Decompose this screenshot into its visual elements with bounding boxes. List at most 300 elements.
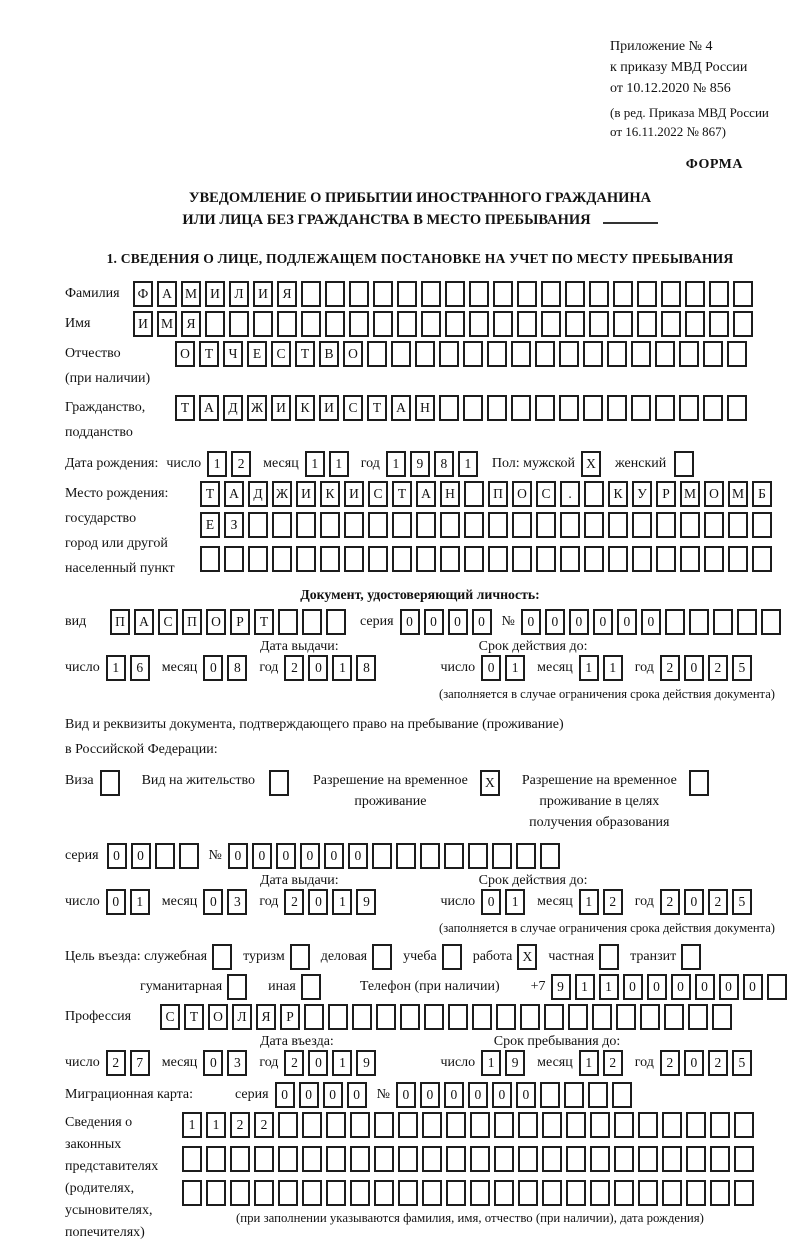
char-cell[interactable]: 0 (521, 609, 541, 635)
char-cell[interactable]: А (134, 609, 154, 635)
char-cell[interactable] (614, 1112, 634, 1138)
char-cell[interactable]: Т (200, 481, 220, 507)
char-cell[interactable]: О (343, 341, 363, 367)
char-cell[interactable]: И (133, 311, 153, 337)
char-cell[interactable] (325, 281, 345, 307)
char-cell[interactable] (470, 1146, 490, 1172)
char-cell[interactable] (440, 546, 460, 572)
char-cell[interactable]: И (319, 395, 339, 421)
char-cell[interactable] (326, 1180, 346, 1206)
char-cell[interactable]: Н (440, 481, 460, 507)
char-cell[interactable]: А (199, 395, 219, 421)
char-cell[interactable]: 0 (308, 889, 328, 915)
char-cell[interactable]: 8 (434, 451, 454, 477)
char-cell[interactable] (464, 512, 484, 538)
char-cell[interactable]: 2 (230, 1112, 250, 1138)
char-cell[interactable] (517, 281, 537, 307)
char-cell[interactable] (344, 546, 364, 572)
char-cell[interactable] (304, 1004, 324, 1030)
char-cell[interactable] (703, 395, 723, 421)
char-cell[interactable]: 9 (356, 1050, 376, 1076)
char-cell[interactable]: М (157, 311, 177, 337)
char-cell[interactable] (560, 512, 580, 538)
char-cell[interactable]: 1 (505, 889, 525, 915)
char-cell[interactable] (564, 1082, 584, 1108)
char-cell[interactable] (632, 546, 652, 572)
char-cell[interactable] (272, 546, 292, 572)
char-cell[interactable] (518, 1112, 538, 1138)
char-cell[interactable]: 3 (227, 889, 247, 915)
char-cell[interactable]: Н (415, 395, 435, 421)
char-cell[interactable] (493, 281, 513, 307)
char-cell[interactable] (230, 1180, 250, 1206)
char-cell[interactable] (352, 1004, 372, 1030)
char-cell[interactable] (679, 395, 699, 421)
char-cell[interactable] (229, 311, 249, 337)
char-cell[interactable] (470, 1180, 490, 1206)
char-cell[interactable] (608, 546, 628, 572)
char-cell[interactable]: Р (230, 609, 250, 635)
char-cell[interactable] (448, 1004, 468, 1030)
char-cell[interactable] (224, 546, 244, 572)
char-cell[interactable] (464, 546, 484, 572)
char-cell[interactable]: И (253, 281, 273, 307)
char-cell[interactable]: Р (280, 1004, 300, 1030)
char-cell[interactable] (559, 395, 579, 421)
char-cell[interactable] (368, 512, 388, 538)
char-cell[interactable] (372, 944, 392, 970)
char-cell[interactable] (398, 1180, 418, 1206)
char-cell[interactable] (566, 1180, 586, 1206)
char-cell[interactable] (416, 546, 436, 572)
char-cell[interactable]: И (344, 481, 364, 507)
char-cell[interactable]: 1 (130, 889, 150, 915)
char-cell[interactable]: С (343, 395, 363, 421)
char-cell[interactable] (589, 311, 609, 337)
char-cell[interactable] (470, 1112, 490, 1138)
char-cell[interactable] (296, 512, 316, 538)
char-cell[interactable] (583, 395, 603, 421)
char-cell[interactable] (396, 843, 416, 869)
char-cell[interactable] (320, 512, 340, 538)
char-cell[interactable] (445, 281, 465, 307)
char-cell[interactable]: 1 (332, 655, 352, 681)
char-cell[interactable]: 0 (107, 843, 127, 869)
char-cell[interactable] (248, 512, 268, 538)
char-cell[interactable]: Т (392, 481, 412, 507)
char-cell[interactable] (272, 512, 292, 538)
char-cell[interactable]: Т (184, 1004, 204, 1030)
char-cell[interactable] (440, 512, 460, 538)
char-cell[interactable] (179, 843, 199, 869)
char-cell[interactable]: 1 (305, 451, 325, 477)
char-cell[interactable]: 1 (579, 889, 599, 915)
char-cell[interactable] (205, 311, 225, 337)
char-cell[interactable] (206, 1146, 226, 1172)
char-cell[interactable]: 0 (203, 1050, 223, 1076)
char-cell[interactable] (469, 311, 489, 337)
char-cell[interactable] (277, 311, 297, 337)
char-cell[interactable] (182, 1180, 202, 1206)
char-cell[interactable] (302, 1112, 322, 1138)
char-cell[interactable]: 1 (207, 451, 227, 477)
char-cell[interactable]: 2 (254, 1112, 274, 1138)
char-cell[interactable] (442, 944, 462, 970)
char-cell[interactable] (494, 1180, 514, 1206)
char-cell[interactable] (665, 609, 685, 635)
char-cell[interactable]: 0 (275, 1082, 295, 1108)
char-cell[interactable] (727, 341, 747, 367)
char-cell[interactable] (511, 341, 531, 367)
char-cell[interactable] (568, 1004, 588, 1030)
char-cell[interactable]: 8 (227, 655, 247, 681)
char-cell[interactable]: 0 (300, 843, 320, 869)
char-cell[interactable] (439, 341, 459, 367)
char-cell[interactable] (444, 843, 464, 869)
char-cell[interactable] (350, 1112, 370, 1138)
char-cell[interactable] (631, 395, 651, 421)
char-cell[interactable] (344, 512, 364, 538)
char-cell[interactable]: 0 (684, 889, 704, 915)
char-cell[interactable]: Т (295, 341, 315, 367)
char-cell[interactable]: Д (248, 481, 268, 507)
char-cell[interactable] (367, 341, 387, 367)
char-cell[interactable]: 1 (481, 1050, 501, 1076)
char-cell[interactable] (350, 1146, 370, 1172)
char-cell[interactable]: 2 (231, 451, 251, 477)
char-cell[interactable] (599, 944, 619, 970)
char-cell[interactable] (638, 1112, 658, 1138)
char-cell[interactable] (392, 546, 412, 572)
char-cell[interactable]: 1 (579, 1050, 599, 1076)
char-cell[interactable]: 0 (684, 655, 704, 681)
char-cell[interactable]: 0 (671, 974, 691, 1000)
char-cell[interactable] (468, 843, 488, 869)
char-cell[interactable] (727, 395, 747, 421)
char-cell[interactable]: 2 (284, 655, 304, 681)
char-cell[interactable]: Л (229, 281, 249, 307)
char-cell[interactable]: Р (656, 481, 676, 507)
char-cell[interactable] (544, 1004, 564, 1030)
char-cell[interactable] (511, 395, 531, 421)
char-cell[interactable] (512, 512, 532, 538)
char-cell[interactable]: А (224, 481, 244, 507)
char-cell[interactable]: О (704, 481, 724, 507)
char-cell[interactable] (737, 609, 757, 635)
char-cell[interactable]: 0 (308, 655, 328, 681)
char-cell[interactable] (566, 1146, 586, 1172)
char-cell[interactable] (212, 944, 232, 970)
char-cell[interactable] (614, 1146, 634, 1172)
char-cell[interactable] (674, 451, 694, 477)
char-cell[interactable] (302, 1180, 322, 1206)
char-cell[interactable] (761, 609, 781, 635)
char-cell[interactable] (638, 1146, 658, 1172)
char-cell[interactable] (512, 546, 532, 572)
char-cell[interactable] (421, 281, 441, 307)
char-cell[interactable]: Д (223, 395, 243, 421)
char-cell[interactable] (710, 1146, 730, 1172)
char-cell[interactable] (656, 546, 676, 572)
char-cell[interactable] (686, 1146, 706, 1172)
char-cell[interactable]: X (581, 451, 601, 477)
char-cell[interactable] (446, 1112, 466, 1138)
char-cell[interactable]: X (517, 944, 537, 970)
char-cell[interactable] (710, 1180, 730, 1206)
char-cell[interactable] (767, 974, 787, 1000)
char-cell[interactable] (713, 609, 733, 635)
char-cell[interactable] (613, 311, 633, 337)
char-cell[interactable] (685, 281, 705, 307)
char-cell[interactable] (709, 281, 729, 307)
char-cell[interactable] (206, 1180, 226, 1206)
char-cell[interactable] (613, 281, 633, 307)
char-cell[interactable]: 1 (182, 1112, 202, 1138)
char-cell[interactable] (560, 546, 580, 572)
char-cell[interactable]: Л (232, 1004, 252, 1030)
char-cell[interactable] (397, 281, 417, 307)
char-cell[interactable]: 0 (424, 609, 444, 635)
char-cell[interactable]: И (205, 281, 225, 307)
char-cell[interactable] (703, 341, 723, 367)
char-cell[interactable]: 0 (695, 974, 715, 1000)
char-cell[interactable] (734, 1180, 754, 1206)
char-cell[interactable] (535, 395, 555, 421)
char-cell[interactable]: 2 (708, 1050, 728, 1076)
char-cell[interactable] (269, 770, 289, 796)
char-cell[interactable] (487, 395, 507, 421)
char-cell[interactable]: 0 (348, 843, 368, 869)
char-cell[interactable] (493, 311, 513, 337)
char-cell[interactable] (487, 341, 507, 367)
char-cell[interactable]: К (608, 481, 628, 507)
char-cell[interactable]: С (368, 481, 388, 507)
char-cell[interactable]: 0 (299, 1082, 319, 1108)
char-cell[interactable]: М (181, 281, 201, 307)
char-cell[interactable] (182, 1146, 202, 1172)
char-cell[interactable] (392, 512, 412, 538)
char-cell[interactable]: 0 (545, 609, 565, 635)
char-cell[interactable]: 2 (603, 1050, 623, 1076)
char-cell[interactable]: 0 (400, 609, 420, 635)
char-cell[interactable] (374, 1112, 394, 1138)
char-cell[interactable]: М (680, 481, 700, 507)
char-cell[interactable] (326, 1112, 346, 1138)
char-cell[interactable] (679, 341, 699, 367)
char-cell[interactable] (446, 1146, 466, 1172)
char-cell[interactable]: А (391, 395, 411, 421)
char-cell[interactable] (612, 1082, 632, 1108)
char-cell[interactable]: Е (247, 341, 267, 367)
char-cell[interactable] (662, 1180, 682, 1206)
char-cell[interactable]: П (488, 481, 508, 507)
char-cell[interactable]: 0 (228, 843, 248, 869)
char-cell[interactable]: 2 (284, 1050, 304, 1076)
char-cell[interactable]: Я (181, 311, 201, 337)
char-cell[interactable]: Т (199, 341, 219, 367)
char-cell[interactable] (302, 609, 322, 635)
char-cell[interactable]: 1 (505, 655, 525, 681)
char-cell[interactable] (752, 512, 772, 538)
char-cell[interactable] (631, 341, 651, 367)
char-cell[interactable]: 1 (332, 889, 352, 915)
char-cell[interactable]: 0 (684, 1050, 704, 1076)
char-cell[interactable]: 7 (130, 1050, 150, 1076)
char-cell[interactable] (733, 281, 753, 307)
char-cell[interactable]: Я (256, 1004, 276, 1030)
char-cell[interactable] (494, 1146, 514, 1172)
char-cell[interactable] (664, 1004, 684, 1030)
char-cell[interactable]: 0 (347, 1082, 367, 1108)
char-cell[interactable] (614, 1180, 634, 1206)
char-cell[interactable]: 9 (410, 451, 430, 477)
char-cell[interactable] (517, 311, 537, 337)
char-cell[interactable] (472, 1004, 492, 1030)
char-cell[interactable]: 0 (131, 843, 151, 869)
char-cell[interactable]: 1 (386, 451, 406, 477)
char-cell[interactable]: С (536, 481, 556, 507)
char-cell[interactable]: X (480, 770, 500, 796)
char-cell[interactable]: 2 (603, 889, 623, 915)
char-cell[interactable] (200, 546, 220, 572)
char-cell[interactable] (516, 843, 536, 869)
char-cell[interactable]: 9 (356, 889, 376, 915)
char-cell[interactable]: 0 (743, 974, 763, 1000)
char-cell[interactable]: 2 (284, 889, 304, 915)
char-cell[interactable] (661, 311, 681, 337)
char-cell[interactable] (584, 481, 604, 507)
char-cell[interactable] (325, 311, 345, 337)
char-cell[interactable] (559, 341, 579, 367)
char-cell[interactable]: З (224, 512, 244, 538)
char-cell[interactable] (637, 281, 657, 307)
char-cell[interactable]: 5 (732, 889, 752, 915)
char-cell[interactable]: 1 (106, 655, 126, 681)
char-cell[interactable] (400, 1004, 420, 1030)
char-cell[interactable] (640, 1004, 660, 1030)
char-cell[interactable] (230, 1146, 250, 1172)
char-cell[interactable] (368, 546, 388, 572)
char-cell[interactable]: П (182, 609, 202, 635)
char-cell[interactable] (320, 546, 340, 572)
char-cell[interactable] (590, 1146, 610, 1172)
char-cell[interactable] (680, 512, 700, 538)
char-cell[interactable]: Т (175, 395, 195, 421)
char-cell[interactable]: 0 (396, 1082, 416, 1108)
char-cell[interactable]: М (728, 481, 748, 507)
char-cell[interactable]: 0 (569, 609, 589, 635)
char-cell[interactable]: О (175, 341, 195, 367)
char-cell[interactable]: О (512, 481, 532, 507)
char-cell[interactable] (278, 609, 298, 635)
char-cell[interactable]: 0 (324, 843, 344, 869)
char-cell[interactable] (254, 1180, 274, 1206)
char-cell[interactable]: О (208, 1004, 228, 1030)
char-cell[interactable]: 0 (472, 609, 492, 635)
char-cell[interactable]: 1 (206, 1112, 226, 1138)
char-cell[interactable] (424, 1004, 444, 1030)
char-cell[interactable] (278, 1180, 298, 1206)
char-cell[interactable] (445, 311, 465, 337)
char-cell[interactable]: 2 (106, 1050, 126, 1076)
char-cell[interactable] (542, 1146, 562, 1172)
char-cell[interactable] (680, 546, 700, 572)
char-cell[interactable]: 1 (329, 451, 349, 477)
char-cell[interactable] (689, 609, 709, 635)
char-cell[interactable]: Ж (247, 395, 267, 421)
char-cell[interactable] (422, 1112, 442, 1138)
char-cell[interactable]: 6 (130, 655, 150, 681)
char-cell[interactable]: 2 (708, 889, 728, 915)
char-cell[interactable]: Я (277, 281, 297, 307)
char-cell[interactable] (686, 1112, 706, 1138)
char-cell[interactable] (655, 341, 675, 367)
char-cell[interactable]: 2 (660, 655, 680, 681)
char-cell[interactable] (374, 1146, 394, 1172)
char-cell[interactable]: О (206, 609, 226, 635)
char-cell[interactable] (704, 512, 724, 538)
char-cell[interactable] (709, 311, 729, 337)
char-cell[interactable]: 1 (332, 1050, 352, 1076)
char-cell[interactable]: Ф (133, 281, 153, 307)
char-cell[interactable]: 1 (458, 451, 478, 477)
char-cell[interactable]: 0 (516, 1082, 536, 1108)
char-cell[interactable] (422, 1180, 442, 1206)
char-cell[interactable] (565, 311, 585, 337)
char-cell[interactable]: Ч (223, 341, 243, 367)
char-cell[interactable] (704, 546, 724, 572)
char-cell[interactable]: 2 (660, 1050, 680, 1076)
char-cell[interactable] (373, 311, 393, 337)
char-cell[interactable] (590, 1180, 610, 1206)
char-cell[interactable] (688, 1004, 708, 1030)
char-cell[interactable] (100, 770, 120, 796)
char-cell[interactable] (592, 1004, 612, 1030)
char-cell[interactable]: 0 (492, 1082, 512, 1108)
char-cell[interactable] (296, 546, 316, 572)
char-cell[interactable] (421, 311, 441, 337)
char-cell[interactable] (588, 1082, 608, 1108)
char-cell[interactable]: А (416, 481, 436, 507)
char-cell[interactable] (662, 1146, 682, 1172)
char-cell[interactable] (463, 341, 483, 367)
char-cell[interactable] (278, 1112, 298, 1138)
char-cell[interactable] (655, 395, 675, 421)
char-cell[interactable] (302, 1146, 322, 1172)
char-cell[interactable]: 0 (641, 609, 661, 635)
char-cell[interactable]: 1 (603, 655, 623, 681)
char-cell[interactable]: 0 (420, 1082, 440, 1108)
char-cell[interactable] (494, 1112, 514, 1138)
char-cell[interactable]: 0 (481, 889, 501, 915)
char-cell[interactable] (253, 311, 273, 337)
char-cell[interactable]: 2 (660, 889, 680, 915)
char-cell[interactable] (728, 546, 748, 572)
char-cell[interactable]: Ж (272, 481, 292, 507)
char-cell[interactable] (463, 395, 483, 421)
char-cell[interactable] (391, 341, 411, 367)
char-cell[interactable]: И (296, 481, 316, 507)
char-cell[interactable]: 0 (481, 655, 501, 681)
char-cell[interactable] (637, 311, 657, 337)
char-cell[interactable] (590, 1112, 610, 1138)
char-cell[interactable]: 3 (227, 1050, 247, 1076)
char-cell[interactable] (326, 1146, 346, 1172)
char-cell[interactable] (349, 281, 369, 307)
char-cell[interactable] (734, 1146, 754, 1172)
char-cell[interactable]: 0 (323, 1082, 343, 1108)
char-cell[interactable] (686, 1180, 706, 1206)
